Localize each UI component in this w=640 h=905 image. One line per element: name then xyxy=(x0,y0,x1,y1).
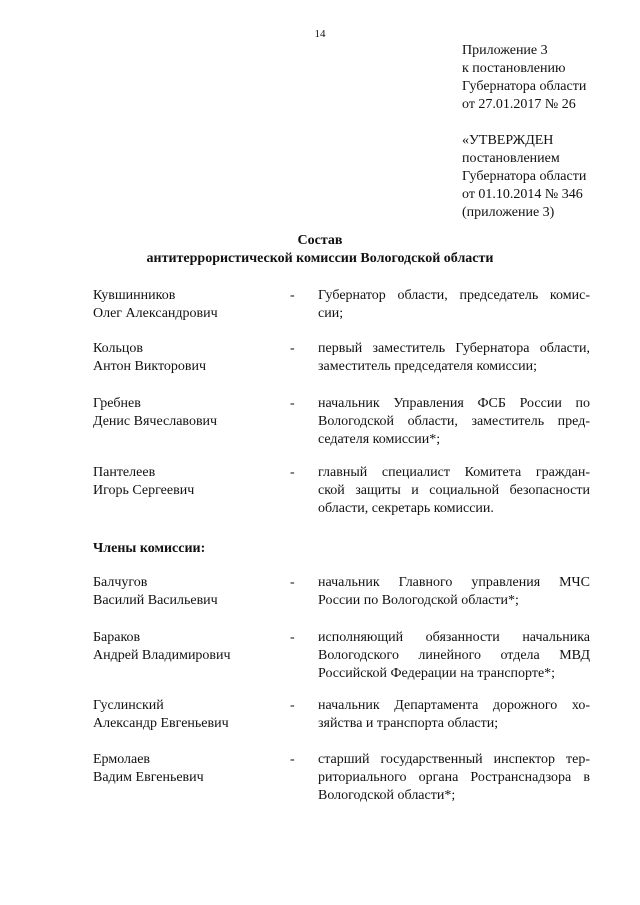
surname: Гуслинский xyxy=(93,698,164,713)
position-line: первый заместитель Губернатора области, xyxy=(318,341,590,356)
person-name xyxy=(93,697,273,733)
appendix-line: Губернатора области xyxy=(462,79,587,94)
dash-separator: - xyxy=(290,341,295,356)
given-names: Андрей Владимирович xyxy=(93,648,231,663)
position-line: старший государственный инспектор тер- xyxy=(318,752,590,767)
appendix-line: Приложение 3 xyxy=(462,43,548,58)
dash-separator: - xyxy=(290,630,295,645)
given-names: Олег Александрович xyxy=(93,306,218,321)
given-names: Александр Евгеньевич xyxy=(93,716,229,731)
position-description xyxy=(318,395,590,449)
position-description xyxy=(318,697,590,733)
position-line: начальник Департамента дорожного хо- xyxy=(318,698,590,713)
appendix-line: от 27.01.2017 № 26 xyxy=(462,97,576,112)
surname: Балчугов xyxy=(93,575,148,590)
person-name xyxy=(93,395,273,431)
appendix-line: к постановлению xyxy=(462,61,566,76)
dash-separator: - xyxy=(290,465,295,480)
position-line: ской защиты и социальной безопасности xyxy=(318,483,590,498)
given-names: Василий Васильевич xyxy=(93,593,218,608)
approval-line: постановлением xyxy=(462,151,560,166)
dash-separator: - xyxy=(290,288,295,303)
position-line: области, секретарь комиссии. xyxy=(318,501,494,516)
person-name xyxy=(93,464,273,500)
document-title xyxy=(0,232,640,268)
person-name xyxy=(93,287,273,323)
position-line: Губернатор области, председатель комис- xyxy=(318,288,590,303)
position-line: Вологодского линейного отдела МВД xyxy=(318,648,590,663)
position-line: исполняющий обязанности начальника xyxy=(318,630,590,645)
person-name xyxy=(93,629,273,665)
dash-separator: - xyxy=(290,698,295,713)
surname: Гребнев xyxy=(93,396,141,411)
surname: Кольцов xyxy=(93,341,143,356)
surname: Бараков xyxy=(93,630,141,645)
members-heading: Члены комиссии: xyxy=(93,541,206,556)
position-line: Российской Федерации на транспорте*; xyxy=(318,666,556,681)
position-description xyxy=(318,629,590,683)
title-line-2: антитеррористической комиссии Вологодской области xyxy=(146,251,494,266)
approval-stamp-text xyxy=(462,132,640,222)
given-names: Вадим Евгеньевич xyxy=(93,770,204,785)
position-description xyxy=(318,464,590,518)
person-name xyxy=(93,340,273,376)
dash-separator: - xyxy=(290,752,295,767)
title-line-1: Состав xyxy=(297,233,343,248)
person-name xyxy=(93,751,273,787)
approval-line: (приложение 3) xyxy=(462,205,555,220)
approval-line: «УТВЕРЖДЕН xyxy=(462,133,554,148)
position-line: сии; xyxy=(318,306,344,321)
position-line: заместитель председателя комиссии; xyxy=(318,359,537,374)
page-number: 14 xyxy=(314,28,326,40)
position-description xyxy=(318,287,590,323)
approval-line: от 01.10.2014 № 346 xyxy=(462,187,583,202)
position-line: России по Вологодской области*; xyxy=(318,593,519,608)
person-name xyxy=(93,574,273,610)
surname: Пантелеев xyxy=(93,465,156,480)
dash-separator: - xyxy=(290,396,295,411)
position-line: главный специалист Комитета граждан- xyxy=(318,465,590,480)
given-names: Денис Вячеславович xyxy=(93,414,218,429)
position-description xyxy=(318,751,590,805)
position-line: начальник Главного управления МЧС xyxy=(318,575,590,590)
appendix-reference xyxy=(462,42,640,114)
position-line: начальник Управления ФСБ России по xyxy=(318,396,590,411)
position-line: седателя комиссии*; xyxy=(318,432,441,447)
approval-line: Губернатора области xyxy=(462,169,587,184)
given-names: Антон Викторович xyxy=(93,359,207,374)
surname: Ермолаев xyxy=(93,752,151,767)
position-line: зяйства и транспорта области; xyxy=(318,716,499,731)
dash-separator: - xyxy=(290,575,295,590)
given-names: Игорь Сергеевич xyxy=(93,483,195,498)
position-description xyxy=(318,340,590,376)
position-line: риториального органа Ространснадзора в xyxy=(318,770,590,785)
surname: Кувшинников xyxy=(93,288,176,303)
position-description xyxy=(318,574,590,610)
position-line: Вологодской области, заместитель пред- xyxy=(318,414,590,429)
position-line: Вологодской области*; xyxy=(318,788,456,803)
